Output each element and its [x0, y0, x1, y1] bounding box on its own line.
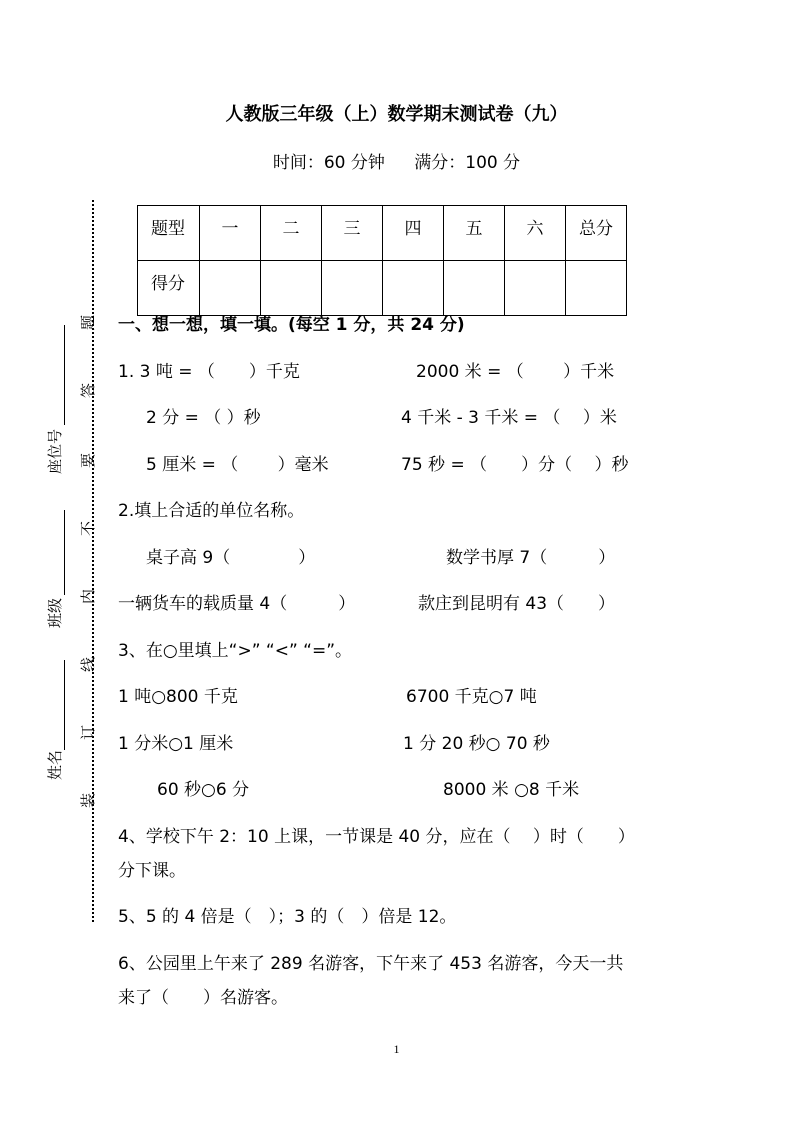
- binding-char: 不: [79, 520, 98, 537]
- binding-char: 订: [79, 724, 98, 741]
- score-table-header-row: [138, 206, 627, 261]
- table-cell: 五: [444, 206, 505, 261]
- time-label: 时间：60 分钟: [272, 153, 385, 173]
- question-item: 1 吨○800 千克: [118, 687, 238, 707]
- seat-number-label: 座位号: [46, 428, 64, 474]
- exam-info: [0, 148, 793, 173]
- table-cell: 六: [505, 206, 566, 261]
- page-number: 1: [393, 1042, 400, 1056]
- score-input-cell[interactable]: [261, 261, 322, 316]
- question-item: 75 秒 = （ ）分（ ）秒: [401, 455, 629, 475]
- question-item: 1. 3 吨 = （ ）千克: [118, 362, 300, 382]
- binding-dotted-line: [92, 200, 94, 922]
- table-cell: 题型: [138, 206, 200, 261]
- seat-number-line: [64, 325, 65, 425]
- table-cell: 总分: [566, 206, 627, 261]
- question-item: 2000 米 = （ ）千米: [416, 362, 615, 382]
- score-table-score-row: [138, 261, 627, 316]
- score-input-cell[interactable]: [200, 261, 261, 316]
- page-title: 人教版三年级（上）数学期末测试卷（九）: [225, 104, 568, 125]
- question-item: 1 分米○1 厘米: [118, 734, 234, 754]
- score-input-cell[interactable]: [566, 261, 627, 316]
- binding-char: 要: [79, 452, 98, 469]
- question-item: 4 千米 - 3 千米 = （ ）米: [401, 408, 617, 428]
- question-item: 6、公园里上午来了 289 名游客，下午来了 453 名游客，今天一共: [118, 954, 624, 974]
- question-item: 2 分 = （ ）秒: [146, 408, 261, 428]
- class-line: [64, 510, 65, 595]
- binding-char: 内: [79, 588, 98, 605]
- question-item: 一辆货车的载质量 4（ ）: [118, 594, 356, 614]
- question-item: 桌子高 9（ ）: [146, 548, 316, 568]
- question-item: 1 分 20 秒○ 70 秒: [403, 734, 550, 754]
- table-cell: 二: [261, 206, 322, 261]
- table-cell: 四: [383, 206, 444, 261]
- question-item: 5、5 的 4 倍是（ ）；3 的（ ）倍是 12。: [118, 907, 457, 927]
- question-item: 6700 千克○7 吨: [406, 687, 537, 707]
- name-line: [64, 660, 65, 750]
- question-item: 8000 米 ○8 千米: [443, 780, 580, 800]
- score-input-cell[interactable]: [383, 261, 444, 316]
- score-input-cell[interactable]: [444, 261, 505, 316]
- binding-char: 装: [79, 792, 98, 809]
- question-item: 60 秒○6 分: [157, 780, 250, 800]
- binding-char: 线: [79, 656, 98, 673]
- table-cell: 三: [322, 206, 383, 261]
- question-item: 5 厘米 = （ ）毫米: [146, 455, 329, 475]
- class-label: 班级: [46, 597, 64, 628]
- question-item: 分下课。: [118, 861, 186, 881]
- question-item: 4、学校下午 2：10 上课，一节课是 40 分，应在（ ）时（ ）: [118, 827, 635, 847]
- total-score-label: 满分：100 分: [414, 153, 521, 173]
- table-cell: 得分: [138, 261, 200, 316]
- section-heading: 一、想一想，填一填。(每空 1 分，共 24 分): [118, 315, 465, 335]
- table-cell: 一: [200, 206, 261, 261]
- score-table: [137, 205, 627, 316]
- question-item: 来了（ ）名游客。: [118, 988, 288, 1008]
- score-input-cell[interactable]: [322, 261, 383, 316]
- name-label: 姓名: [46, 749, 64, 780]
- question-heading: 3、在○里填上“>” “<” “=”。: [118, 641, 353, 661]
- binding-char: 题: [79, 314, 98, 331]
- binding-char: 答: [79, 382, 98, 399]
- question-item: 数学书厚 7（ ）: [446, 548, 616, 568]
- question-heading: 2.填上合适的单位名称。: [118, 501, 305, 521]
- score-input-cell[interactable]: [505, 261, 566, 316]
- question-item: 款庄到昆明有 43（ ）: [418, 594, 616, 614]
